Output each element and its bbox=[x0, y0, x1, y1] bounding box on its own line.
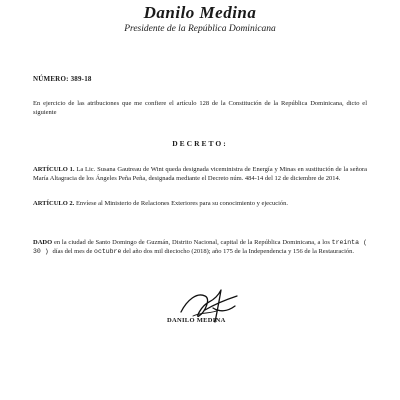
article-2-label: ARTÍCULO 2. bbox=[33, 200, 75, 207]
decreto-heading: DECRETO: bbox=[172, 139, 228, 148]
article-2-text: Envíese al Ministerio de Relaciones Exteriores para su conocimiento y ejecución. bbox=[74, 200, 289, 207]
dado-paragraph bbox=[33, 239, 367, 256]
dado-label: DADO bbox=[33, 239, 53, 246]
signatory-name: DANILO MEDINA bbox=[167, 317, 226, 324]
header-president-name: Danilo Medina bbox=[143, 3, 257, 22]
header-president-title: Presidente de la República Dominicana bbox=[124, 24, 276, 34]
article-2 bbox=[33, 200, 367, 209]
dado-day-words: treinta bbox=[331, 239, 359, 246]
decree-number-label: NÚMERO: bbox=[33, 75, 69, 83]
decree-number bbox=[33, 75, 92, 83]
dado-month: octubre bbox=[94, 247, 122, 255]
dado-text-b: días del mes de bbox=[52, 247, 95, 255]
dado-day-number: ( 30 ) bbox=[33, 239, 367, 255]
article-1-label: ARTÍCULO 1. bbox=[33, 166, 75, 173]
decree-number-value: 389-18 bbox=[70, 75, 92, 83]
article-1-text: La Lic. Susana Gautreau de Wint queda designada viceministra de Energía y Minas en sustitución de la señora María Altagracia de los Ángeles Peña Peña, designada mediante el Decreto núm. 484-14 del 12 de diciembre de 2014. bbox=[33, 166, 367, 182]
dado-text-c: del año dos mil dieciocho (2018); año 175 de la Independencia y 156 de la Restauración. bbox=[121, 247, 355, 255]
intro-paragraph: En ejercicio de las atribuciones que me confiere el artículo 128 de la Constitución de la República Dominicana, dicto el siguiente bbox=[33, 100, 367, 116]
dado-text-a: en la ciudad de Santo Domingo de Guzmán, Distrito Nacional, capital de la República Dominicana, a los bbox=[52, 239, 332, 246]
handwritten-signature bbox=[175, 282, 245, 332]
article-1 bbox=[33, 166, 367, 183]
